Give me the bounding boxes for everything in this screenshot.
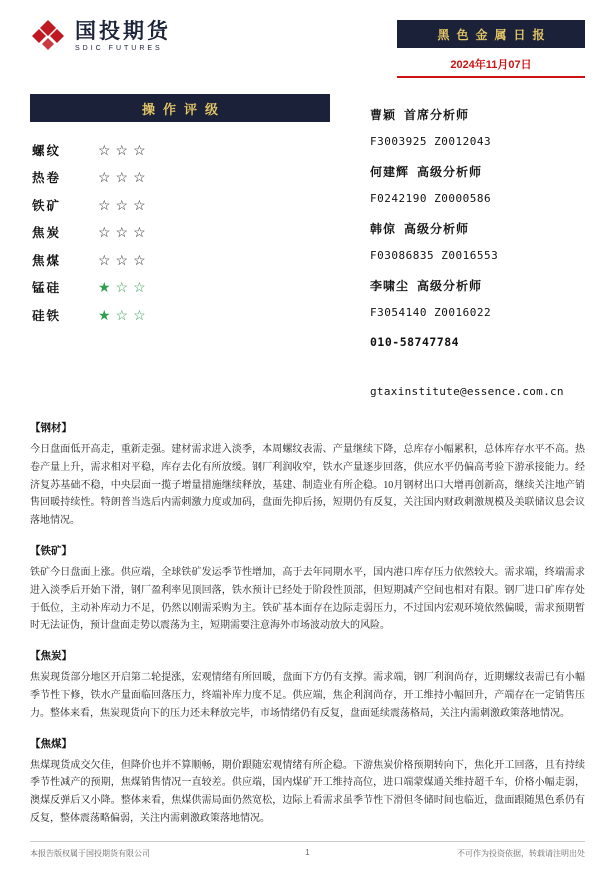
rating-row <box>32 164 330 192</box>
rating-panel <box>30 94 330 400</box>
report-head <box>397 20 585 78</box>
analyst-panel <box>370 94 585 400</box>
analyst-codes: F3054140 Z0016022 <box>370 306 492 319</box>
analyst-name: 曹颖 <box>370 108 397 122</box>
section-text: 今日盘面低开高走，重新走强。建材需求进入淡季，本周螺纹表需、产量继续下降，总库存小幅累积，总体库存水平不高。热卷产量上升，需求相对平稳，库存去化有所放缓。钢厂利润收窄，铁水产量逐步回落，供应水平仍偏高考验下游承接能力。经济复苏基础不稳，中央层面一揽子增量措施继续释放，基建、制造业有所企稳。10月钢材出口大增再创新高，继续关注地产销售回暖持续性。特朗普当选后内需刺激力度或加码，盘面先抑后扬，短期仍有反复，关注国内财政刺激规模及美联储议息会议落地情况。 <box>30 444 585 527</box>
rating-row <box>32 219 330 247</box>
rating-table <box>30 122 330 329</box>
analyst-title: 高级分析师 <box>417 279 483 293</box>
section-text: 焦煤现货成交欠佳，但降价也并不算顺畅，期价跟随宏观情绪有所企稳。下游焦炭价格预期转向下，焦化开工回落，且有持续季节性减产的预期，焦煤销售情况一直较差。供应端，国内煤矿开工维持高位，进口端蒙煤通关维持超千车，价格小幅走弱，澳煤反弹后又小降。整体来看，焦煤供需局面仍然宽松，边际上看需求虽季节性下滑但冬储时间也临近，盘面跟随黑色系仍有反复，整体震荡略偏弱，关注内需刺激政策落地情况。 <box>30 759 585 824</box>
report-title: 黑色金属日报 <box>397 20 585 48</box>
rating-row <box>32 274 330 302</box>
analyst-block <box>370 277 585 319</box>
brand-logo <box>30 20 171 52</box>
commodity-name: 螺纹 <box>32 143 62 158</box>
brand-logo-icon <box>30 20 66 52</box>
section-title: 【焦炭】 <box>30 651 72 663</box>
rating-row <box>32 136 330 164</box>
section-coke <box>30 648 585 722</box>
rating-row <box>32 191 330 219</box>
analyst-title: 首席分析师 <box>404 108 470 122</box>
commodity-name: 硅铁 <box>32 308 62 323</box>
contact-phone: 010-58747784 <box>370 335 460 349</box>
section-coking-coal <box>30 736 585 828</box>
analyst-block <box>370 106 585 148</box>
section-title: 【铁矿】 <box>30 545 72 557</box>
star-rating: ★☆☆ <box>98 306 151 323</box>
analyst-name: 韩倞 <box>370 222 397 236</box>
commodity-name: 焦煤 <box>32 253 62 268</box>
analyst-block <box>370 220 585 262</box>
rating-row <box>32 301 330 329</box>
rating-panel-title: 操作评级 <box>30 94 330 122</box>
brand-name-en: SDIC FUTURES <box>75 45 163 53</box>
commodity-name: 铁矿 <box>32 198 62 213</box>
footer-disclaimer: 不可作为投资依据，转载请注明出处 <box>457 849 585 858</box>
section-text: 铁矿今日盘面上涨。供应端，全球铁矿发运季节性增加，高于去年同期水平，国内港口库存压力依然较大。需求端，终端需求进入淡季后开始下滑，钢厂盈利率见顶回落，铁水预计已经处于阶段性顶部，但短期减产空间也相对有限。钢厂进口矿库存处于低位，主动补库动力不足，仍然以刚需采购为主。铁矿基本面存在边际走弱压力，不过国内宏观环境依然偏暖，需求预期暂时无法证伪，预计盘面走势以震荡为主，短期需要注意海外市场波动放大的风险。 <box>30 566 585 632</box>
section-steel <box>30 420 585 530</box>
star-rating: ☆☆☆ <box>98 196 151 213</box>
commodity-name: 热卷 <box>32 171 62 186</box>
rating-row <box>32 246 330 274</box>
analyst-codes: F03086835 Z0016553 <box>370 249 499 262</box>
section-iron-ore <box>30 543 585 635</box>
page-header <box>30 20 585 78</box>
section-text: 焦炭现货部分地区开启第二轮提涨，宏观情绪有所回暖，盘面下方仍有支撑。需求端，钢厂利润尚存，近期螺纹表需已有小幅季节性下修，铁水产量面临回落压力，终端补库力度不足。供应端，焦企利润尚存，开工维持小幅回升，产端存在一定销售压力。整体来看，焦炭现货向下的压力还未释放完毕，市场情绪仍有反复，盘面延续震荡格局，关注内需刺激政策落地情况。 <box>30 672 585 719</box>
analyst-name: 何建辉 <box>370 165 410 179</box>
section-title: 【焦煤】 <box>30 738 72 750</box>
brand-text <box>75 20 171 52</box>
analyst-title: 高级分析师 <box>404 222 470 236</box>
page-number: 1 <box>305 848 310 857</box>
report-body <box>30 420 585 828</box>
contact-email-link[interactable]: gtaxinstitute@essence.com.cn <box>370 385 564 398</box>
star-rating: ★☆☆ <box>98 279 151 296</box>
report-date: 2024年11月07日 <box>397 48 585 78</box>
star-rating: ☆☆☆ <box>98 169 151 186</box>
analyst-block <box>370 163 585 205</box>
analyst-title: 高级分析师 <box>417 165 483 179</box>
star-rating: ☆☆☆ <box>98 251 151 268</box>
commodity-name: 焦炭 <box>32 226 62 241</box>
commodity-name: 锰硅 <box>32 281 62 296</box>
star-rating: ☆☆☆ <box>98 224 151 241</box>
page-footer <box>30 841 585 859</box>
footer-copyright: 本报告版权属于国投期货有限公司 <box>30 849 150 858</box>
analyst-codes: F3003925 Z0012043 <box>370 135 492 148</box>
analyst-name: 李啸尘 <box>370 279 410 293</box>
star-rating: ☆☆☆ <box>98 141 151 158</box>
analyst-codes: F0242190 Z0000586 <box>370 192 492 205</box>
brand-name-cn: 国投期货 <box>75 20 171 43</box>
section-title: 【钢材】 <box>30 423 72 434</box>
